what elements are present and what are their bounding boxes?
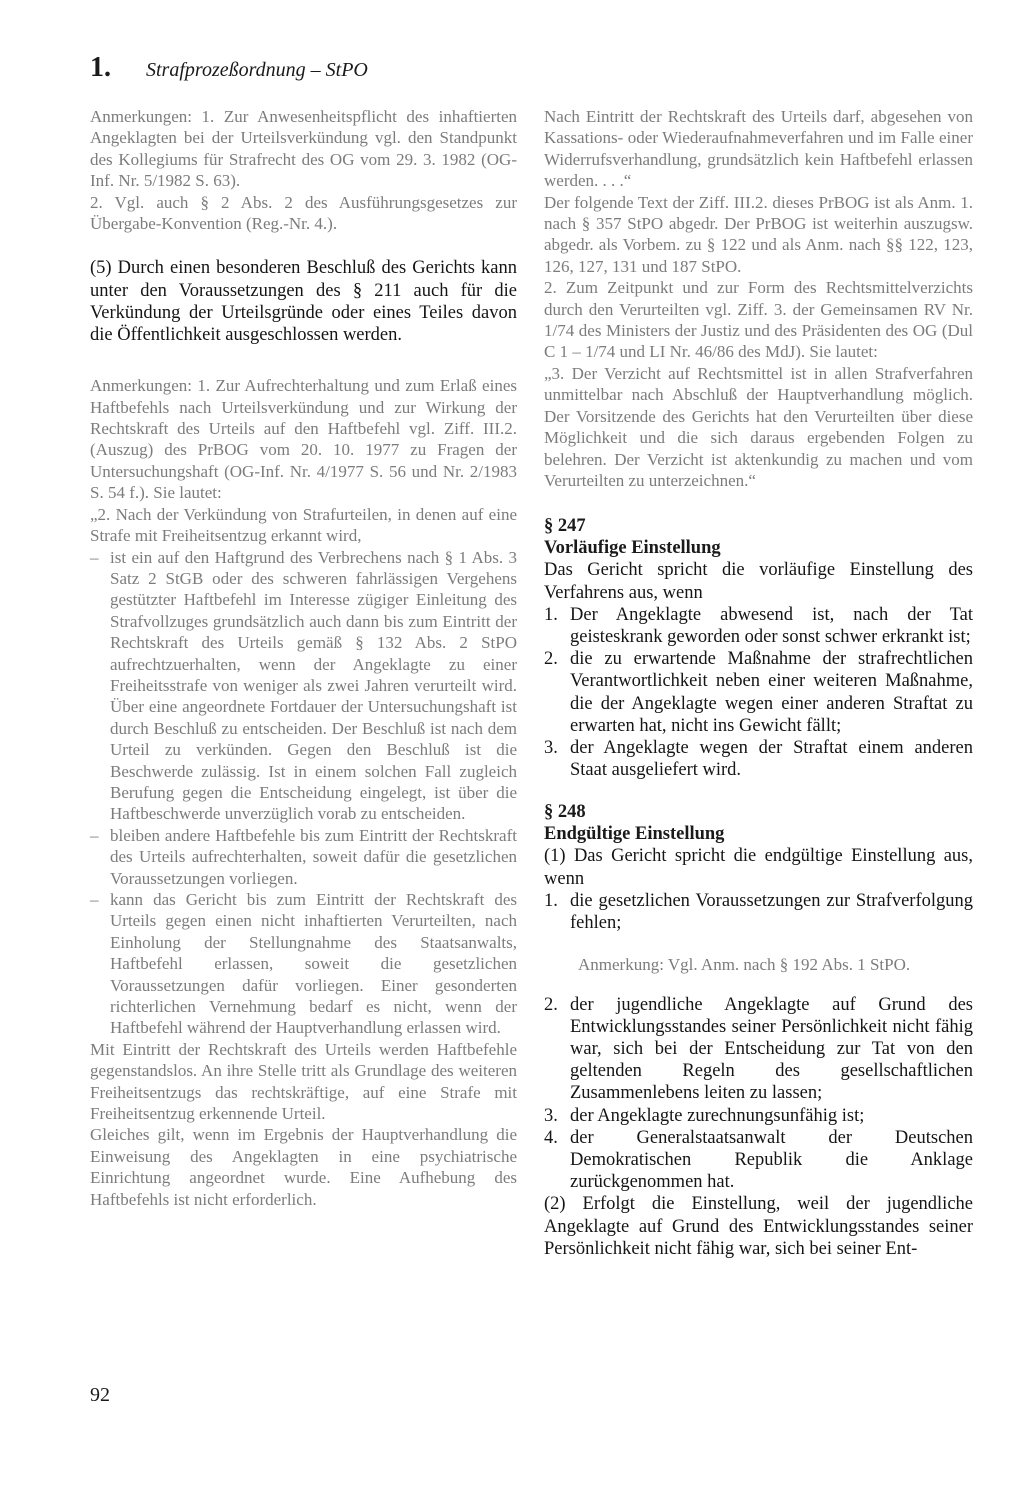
section-248-item-4 <box>544 1127 973 1194</box>
section-247-number: § 247 <box>544 516 586 537</box>
annotation-continued-4: „3. Der Verzicht auf Rechtsmittel ist in allen Strafverfahren unmittelbar nach Abschluß der Hauptverhandlung möglich. Der Vorsitzende des Gerichts hat den Verurteilten über diese Möglichkeit und die sich daraus ergebenden Folgen zu belehren. Der Verzicht ist aktenkundig zu machen und vom Verurteilten zu unterzeichnen.“ <box>544 363 973 490</box>
item-number: 3. <box>544 737 558 758</box>
dash-item-text: kann das Gericht bis zum Eintritt der Rechtskraft des Urteils gegen einen nicht inhaftierten Verurteilten, nach Einholung der Stellungnahme des Staatsanwalts, Haftbefehl erlassen, soweit die gesetzlichen Voraussetzungen dafür vorliegen. Einer gesonderten richterlichen Vernehmung bedarf es nicht, wenn der Haftbefehl während der Hauptverhandlung erlassen wird. <box>110 890 517 1038</box>
section-248-annotation: Anmerkung: Vgl. Anm. nach § 192 Abs. 1 StPO. <box>578 955 911 975</box>
item-text: der Generalstaatsanwalt der Deutschen Demokratischen Republik die Anklage zurückgenommen hat. <box>570 1127 973 1193</box>
item-number: 3. <box>544 1105 558 1126</box>
item-number: 2. <box>544 649 558 670</box>
section-247-title: Vorläufige Einstellung <box>544 538 721 559</box>
annotation-2-quote: „2. Nach der Verkündung von Strafurteilen, in denen auf eine Strafe mit Freiheitsentzug erkannt wird, <box>90 504 517 546</box>
item-text: die zu erwartende Maßnahme der strafrechtlichen Verantwortlichkeit neben einer weiteren Maßnahme, die der Angeklagte wegen einer anderen Straftat zu erwarten hat, nicht ins Gewicht fällt; <box>570 649 973 736</box>
annotation-1a: Anmerkungen: 1. Zur Anwesenheitspflicht des inhaftierten Angeklagten bei der Urteilsverkündung vgl. den Standpunkt des Kollegiums für Strafrecht des OG vom 29. 3. 1982 (OG-Inf. Nr. 5/1982 S. 63). <box>90 107 517 191</box>
section-248-number: § 248 <box>544 802 586 823</box>
annotation-2-intro: Anmerkungen: 1. Zur Aufrechterhaltung und zum Erlaß eines Haftbefehls nach Urteilsverkündung und zur Wirkung der Rechtskraft des Urteils auf den Haftbefehl vgl. Ziff. III.2. (Auszug) des PrBOG vom 20. 10. 1977 zu Fragen der Untersuchungshaft (OG-Inf. Nr. 4/1977 S. 56 und Nr. 2/1983 S. 54 f.). Sie lautet: <box>90 376 517 503</box>
dash-marker: – <box>90 890 99 909</box>
annotation-continued-3: 2. Zum Zeitpunkt und zur Form des Rechtsmittelverzichts durch den Verurteilten vgl. Ziff. 3. der Gemeinsamen RV Nr. 1/74 des Ministers der Justiz und des Präsidenten des OG (Dul C 1 – 1/74 und LI Nr. 46/86 des MdJ). Sie lautet: <box>544 278 973 362</box>
dash-item-text: bleiben andere Haftbefehle bis zum Eintritt der Rechtskraft des Urteils aufrechterhalten, soweit dafür die gesetzlichen Voraussetzungen vorliegen. <box>110 825 517 888</box>
annotation-continued-2: Der folgende Text der Ziff. III.2. dieses PrBOG ist als Anm. 1. nach § 357 StPO abgedr. Der PrBOG ist weiterhin auszugsw. abgedr. als Vorbem. zu § 122 und als Anm. nach §§ 122, 123, 126, 127, 131 und 187 StPO. <box>544 192 973 276</box>
section-248-title: Endgültige Einstellung <box>544 824 725 845</box>
section-247-item-1 <box>544 604 973 648</box>
right-column <box>544 106 973 1260</box>
dash-marker: – <box>90 547 99 567</box>
section-247-intro: Das Gericht spricht die vorläufige Einstellung des Verfahrens aus, wenn <box>544 560 973 603</box>
dash-item-1 <box>90 547 517 825</box>
section-247-item-2 <box>544 648 973 737</box>
section-248-item-2 <box>544 994 973 1105</box>
annotation-1b: 2. Vgl. auch § 2 Abs. 2 des Ausführungsgesetzes zur Übergabe-Konvention (Reg.-Nr. 4.). <box>90 192 517 234</box>
page-number: 92 <box>90 1384 110 1406</box>
item-number: 1. <box>544 890 558 911</box>
section-247-item-3 <box>544 737 973 781</box>
item-number: 1. <box>544 604 558 625</box>
left-column <box>90 106 517 1210</box>
item-text: Der Angeklagte abwesend ist, nach der Tat geisteskrank geworden oder sonst schwer erkrankt ist; <box>570 604 973 647</box>
annotation-continued-1: Nach Eintritt der Rechtskraft des Urteils darf, abgesehen von Kassations- oder Wiederaufnahmeverfahren und im Falle einer Widerrufsverhandlung, grundsätzlich kein Haftbefehl erlassen werden. . . .“ <box>544 107 973 191</box>
paragraph-5: (5) Durch einen besonderen Beschluß des Gerichts kann unter den Voraussetzungen des § 211 auch für die Verkündung der Urteilsgründe oder eines Teiles davon die Öffentlichkeit ausgeschlossen werden. <box>90 258 517 346</box>
section-248-paragraph-2: (2) Erfolgt die Einstellung, weil der jugendliche Angeklagte auf Grund des Entwicklungsstandes seiner Persönlichkeit nicht fähig war, sich bei seiner Ent- <box>544 1194 973 1259</box>
dash-marker: – <box>90 825 99 845</box>
book-title: Strafprozeßordnung – StPO <box>146 59 368 81</box>
section-248-item-3 <box>544 1105 973 1127</box>
annotation-2-para3: Gleiches gilt, wenn im Ergebnis der Hauptverhandlung die Einweisung des Angeklagten in eine psychiatrische Einrichtung angeordnet wurde. Eine Aufhebung des Haftbefehls ist nicht erforderlich. <box>90 1125 517 1209</box>
dash-item-2 <box>90 825 517 889</box>
item-number: 2. <box>544 994 558 1015</box>
annotation-2-para2: Mit Eintritt der Rechtskraft des Urteils werden Haftbefehle gegenstandslos. An ihre Stelle tritt als Grundlage des weiteren Freiheitsentzugs das rechtskräftige, auf eine Strafe mit Freiheitsentzug erkennende Urteil. <box>90 1039 517 1124</box>
item-text: die gesetzlichen Voraussetzungen zur Strafverfolgung fehlen; <box>570 890 973 933</box>
chapter-number: 1. <box>90 52 111 83</box>
dash-item-3 <box>90 889 517 1039</box>
section-248-intro: (1) Das Gericht spricht die endgültige Einstellung aus, wenn <box>544 846 973 889</box>
section-248-item-1 <box>544 890 973 934</box>
item-text: der Angeklagte zurechnungsunfähig ist; <box>570 1105 865 1126</box>
item-text: der jugendliche Angeklagte auf Grund des Entwicklungsstandes seiner Persönlichkeit nicht fähig war, sich bei der Entscheidung zur Tat von den geltenden Regeln des gesellschaftlichen Zusammenlebens leiten zu lassen; <box>570 994 973 1104</box>
item-text: der Angeklagte wegen der Straftat einem anderen Staat ausgeliefert wird. <box>570 737 973 781</box>
item-number: 4. <box>544 1127 558 1148</box>
dash-item-text: ist ein auf den Haftgrund des Verbrechens nach § 1 Abs. 3 Satz 2 StGB oder des schweren fahrlässigen Vergehens gestützter Haftbefehl im Interesse zügiger Einleitung des Strafvollzuges grundsätzlich auch dann bis zum Eintritt der Rechtskraft des Urteils gemäß § 132 Abs. 2 StPO aufrechtzuerhalten, wenn der Angeklagte zu einer Freiheitsstrafe von weniger als zwei Jahren verurteilt wird. Über eine angeordnete Fortdauer der Untersuchungshaft ist durch Beschluß zu entscheiden. Der Beschluß ist nach dem Urteil zu verkünden. Gegen den Beschluß ist die Beschwerde zulässig. Ist in einem solchen Fall zugleich Berufung gegen die Entscheidung eingelegt, ist über die Haftbeschwerde unverzüglich vorab zu entscheiden. <box>110 547 517 824</box>
